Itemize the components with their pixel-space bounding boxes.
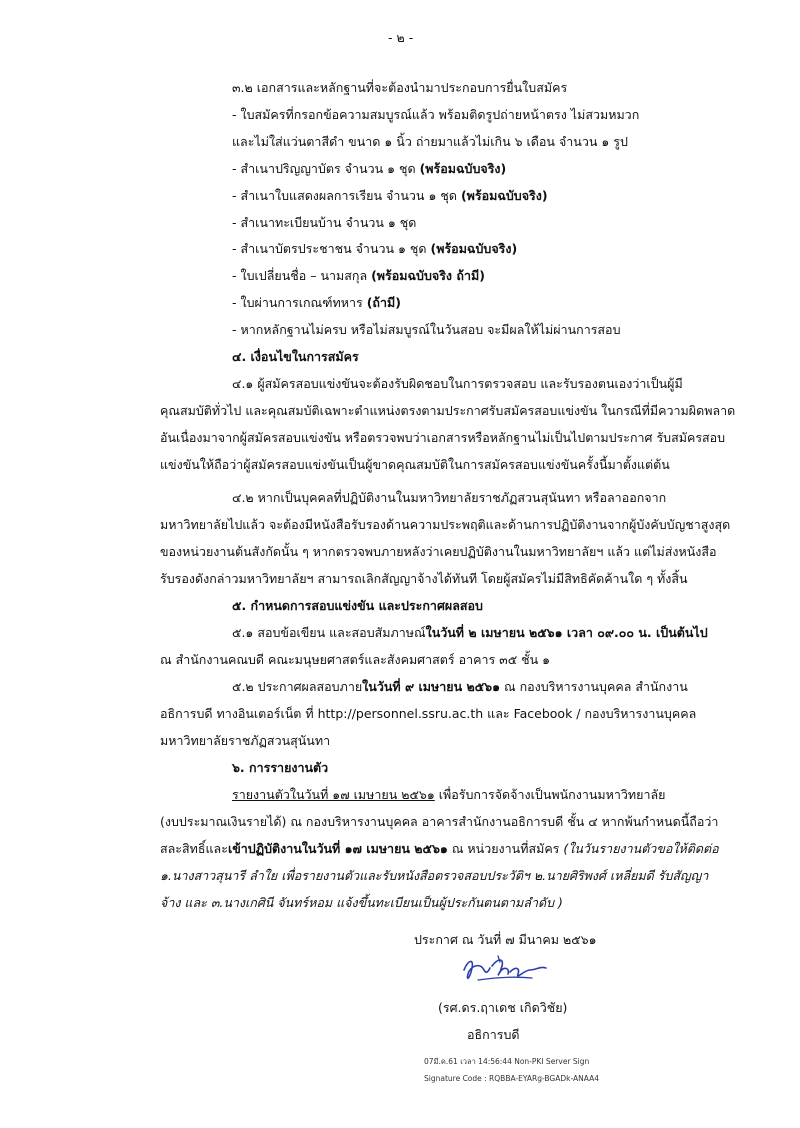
server-sign-stamp: 07มี.ค.61 เวลา 14:56:44 Non-PKI Server Sign — [424, 1057, 590, 1066]
page-number: - ๒ - — [388, 30, 414, 45]
section-5-1-date: ในวันที่ ๒ เมษายน ๒๕๖๑ เวลา ๐๙.๐๐ น. เป็นต้นไป — [425, 625, 708, 640]
section-4-2-line-1: ๔.๒ หากเป็นบุคคลที่ปฏิบัติงานในมหาวิทยาลัยราชภัฏสวนสุนันทา หรือลาออกจาก — [232, 490, 667, 505]
section-5-2-line-3: มหาวิทยาลัยราชภัฏสวนสุนันทา — [160, 733, 331, 748]
doc-item-1-line-2: และไม่ใส่แว่นตาสีดำ ขนาด ๑ นิ้ว ถ่ายมาแล้วไม่เกิน ๖ เดือน จำนวน ๑ รูป — [232, 134, 628, 149]
signer-name: (รศ.ดร.ฤาเดช เกิดวิชัย) — [438, 1000, 568, 1015]
doc-item-1-line-1: - ใบสมัครที่กรอกข้อความสมบูรณ์แล้ว พร้อมติดรูปถ่ายหน้าตรง ไม่สวมหมวก — [232, 107, 640, 122]
section-6-line-1-rest: เพื่อรับการจัดจ้างเป็นพนักงานมหาวิทยาลัย — [434, 787, 666, 802]
doc-item-3 — [232, 188, 548, 204]
section-6-line-5: จ้าง และ ๓.นางเกศินี จันทร์หอม แจ้งขึ้นทะเบียนเป็นผู้ประกันตนตามลำดับ ) — [160, 895, 563, 910]
section-5-2-line-2: อธิการบดี ทางอินเตอร์เน็ต ที่ http://personnel.ssru.ac.th และ Facebook / กองบริหารงานบุคคล — [160, 706, 697, 721]
section-6-line-4: ๑.นางสาวสุนารี ลำใย เพื่อรายงานตัวและรับหนังสือตรวจสอบประวัติฯ ๒.นายศิริพงศ์ เหลี่ยมดี รับสัญญา — [160, 868, 709, 883]
report-date-underlined: รายงานตัวในวันที่ ๑๗ เมษายน ๒๕๖๑ — [232, 787, 435, 802]
section-4-2-line-3: ของหน่วยงานต้นสังกัดนั้น ๆ หากตรวจพบภายหลังว่าเคยปฏิบัติงานในมหาวิทยาลัยฯ แล้ว แต่ไม่ส่งหนังสือ — [160, 544, 717, 559]
section-3-2-heading: ๓.๒ เอกสารและหลักฐานที่จะต้องนำมาประกอบการยื่นใบสมัคร — [232, 80, 568, 95]
section-4-2-line-4: รับรองดังกล่าวมหาวิทยาลัยฯ สามารถเลิกสัญญาจ้างได้ทันที โดยผู้สมัครไม่มีสิทธิคัดค้านใด ๆ ทั้งสิ้น — [160, 571, 688, 586]
doc-item-7-note: (ถ้ามี) — [366, 295, 401, 310]
section-4-1-line-2: คุณสมบัติทั่วไป และคุณสมบัติเฉพาะตำแหน่งตรงตามประกาศรับสมัครสอบแข่งขัน ในกรณีที่มีความผิดพลาด — [160, 403, 736, 418]
section-5-2-date: ในวันที่ ๙ เมษายน ๒๕๖๑ — [362, 679, 501, 694]
doc-item-8: - หากหลักฐานไม่ครบ หรือไม่สมบูรณ์ในวันสอบ จะมีผลให้ไม่ผ่านการสอบ — [232, 322, 621, 337]
section-6-line-3-rest: ณ หน่วยงานที่สมัคร — [447, 841, 564, 856]
start-work-date: เข้าปฏิบัติงานในวันที่ ๑๗ เมษายน ๒๕๖๑ — [227, 841, 448, 856]
doc-item-7 — [232, 295, 401, 311]
doc-item-6 — [232, 268, 485, 284]
announcement-date: ประกาศ ณ วันที่ ๗ มีนาคม ๒๕๖๑ — [414, 932, 597, 947]
doc-item-6-note: (พร้อมฉบับจริง ถ้ามี) — [371, 268, 485, 283]
section-4-2-line-2: มหาวิทยาลัยไปแล้ว จะต้องมีหนังสือรับรองด้านความประพฤติและด้านการปฏิบัติงานจากผู้บังคับบัญชาสูงสุด — [160, 517, 731, 532]
doc-item-3-note: (พร้อมฉบับจริง) — [460, 188, 548, 203]
section-5-2-rest: ณ กองบริหารงานบุคคล สำนักงาน — [500, 679, 688, 694]
doc-item-2 — [232, 161, 506, 177]
doc-item-3-text: - สำเนาใบแสดงผลการเรียน จำนวน ๑ ชุด — [232, 188, 461, 203]
section-5-1-line-1 — [232, 625, 708, 641]
doc-item-6-text: - ใบเปลี่ยนชื่อ – นามสกุล — [232, 268, 372, 283]
section-5-2-line-1 — [232, 679, 688, 695]
contact-note-start: (ในวันรายงานตัวขอให้ติดต่อ — [563, 841, 719, 856]
section-4-heading: ๔. เงื่อนไขในการสมัคร — [232, 349, 359, 364]
section-6-line-2: (งบประมาณเงินรายได้) ณ กองบริหารงานบุคคล อาคารสำนักงานอธิการบดี ชั้น ๔ หากพ้นกำหนดนี้ถือว่า — [160, 814, 719, 829]
doc-item-5 — [232, 241, 517, 257]
doc-item-2-note: (พร้อมฉบับจริง) — [419, 161, 507, 176]
section-4-1-line-3: อันเนื่องมาจากผู้สมัครสอบแข่งขัน หรือตรวจพบว่าเอกสารหรือหลักฐานไม่เป็นไปตามประกาศ รับสมัครสอบ — [160, 430, 726, 445]
doc-item-4: - สำเนาทะเบียนบ้าน จำนวน ๑ ชุด — [232, 215, 417, 230]
doc-item-2-text: - สำเนาปริญญาบัตร จำนวน ๑ ชุด — [232, 161, 420, 176]
doc-item-5-text: - สำเนาบัตรประชาชน จำนวน ๑ ชุด — [232, 241, 431, 256]
section-5-1-text: ๕.๑ สอบข้อเขียน และสอบสัมภาษณ์ — [232, 625, 426, 640]
section-6-line-1 — [232, 787, 665, 803]
section-5-2-text: ๕.๒ ประกาศผลสอบภาย — [232, 679, 363, 694]
signature-image — [458, 952, 554, 992]
doc-item-7-text: - ใบผ่านการเกณฑ์ทหาร — [232, 295, 367, 310]
section-5-heading: ๕. กำหนดการสอบแข่งขัน และประกาศผลสอบ — [232, 598, 483, 613]
section-6-line-3-text: สละสิทธิ์และ — [160, 841, 228, 856]
signature-code: Signature Code : RQBBA-EYARg-BGADk-ANAA4 — [424, 1074, 600, 1083]
signer-title: อธิการบดี — [467, 1027, 520, 1042]
section-4-1-line-1: ๔.๑ ผู้สมัครสอบแข่งขันจะต้องรับผิดชอบในการตรวจสอบ และรับรองตนเองว่าเป็นผู้มี — [232, 376, 683, 391]
section-5-1-line-2: ณ สำนักงานคณบดี คณะมนุษยศาสตร์และสังคมศาสตร์ อาคาร ๓๕ ชั้น ๑ — [160, 652, 551, 667]
section-6-heading: ๖. การรายงานตัว — [232, 760, 329, 775]
doc-item-5-note: (พร้อมฉบับจริง) — [430, 241, 518, 256]
section-4-1-line-4: แข่งขันให้ถือว่าผู้สมัครสอบแข่งขันเป็นผู้ขาดคุณสมบัติในการสมัครสอบแข่งขันครั้งนี้มาตั้งแต่ต้น — [160, 457, 670, 472]
section-6-line-3 — [160, 841, 719, 857]
